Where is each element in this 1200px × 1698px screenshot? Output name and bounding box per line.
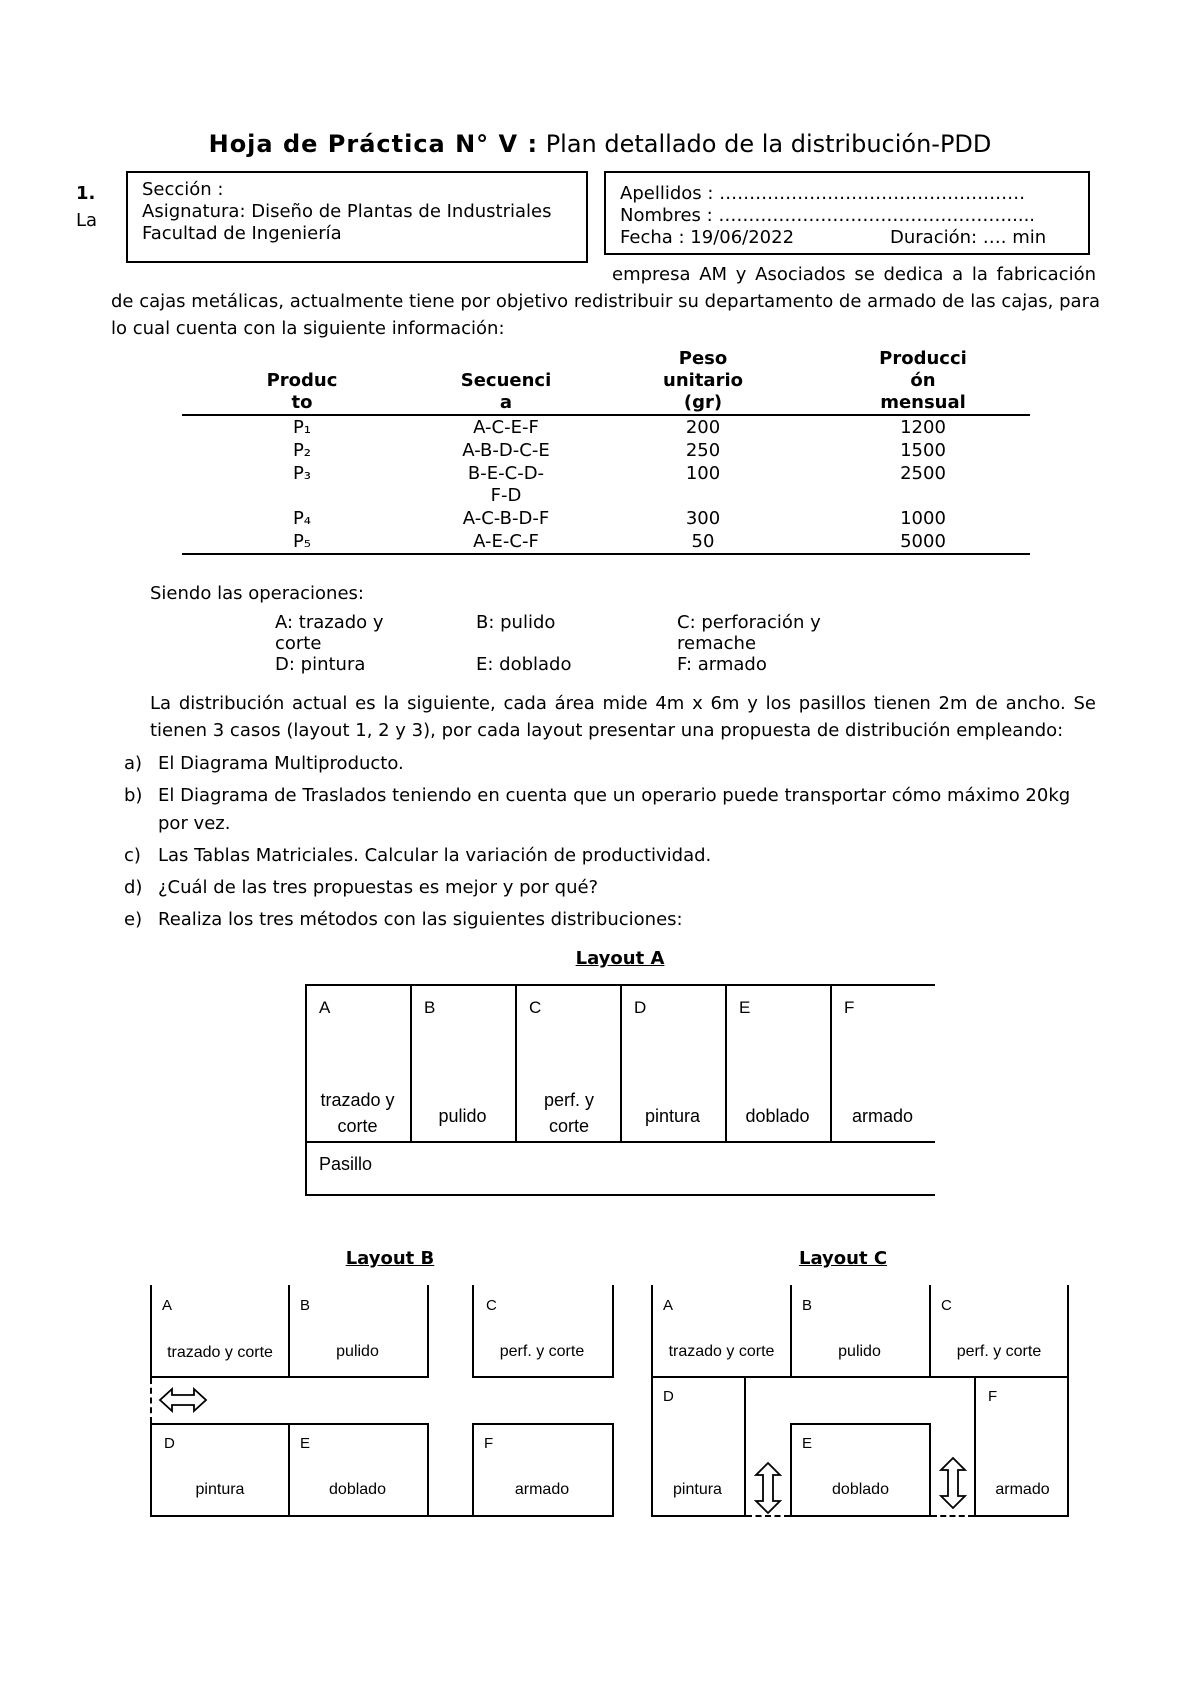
area-name: pintura: [195, 1481, 245, 1498]
distribution-description: La distribución actual es la siguiente, cada área mide 4m x 6m y los pasillos tienen 2m de ancho. Se tienen 3 casos (layout 1, 2 y 3), por cada layout presentar una propuesta de distribución empleando:: [150, 693, 1096, 741]
cell-sequence: A-C-E-F: [473, 417, 539, 438]
layout-b-diagram: [150, 1285, 614, 1517]
faculty-label: Facultad de Ingeniería: [142, 223, 342, 244]
area-name: pulido: [438, 1106, 487, 1126]
area-name: pintura: [644, 1106, 701, 1126]
cell-production: 1000: [900, 508, 946, 529]
title-bold: Hoja de Práctica N° V :: [208, 130, 539, 158]
question-label: e): [124, 909, 143, 930]
layout-c-area-f: [976, 1378, 1067, 1515]
cell-weight: 300: [685, 508, 721, 529]
nombres-field[interactable]: Nombres : ………………………………………….....: [620, 205, 1036, 226]
header-product: Produc to: [266, 370, 338, 413]
layout-b-title: Layout B: [345, 1248, 435, 1269]
layout-a-diagram: [305, 984, 935, 1196]
area-name: pulido: [838, 1343, 881, 1360]
student-info-box: [604, 171, 1090, 255]
list-item: [124, 750, 1096, 778]
cell-production: 1500: [900, 440, 946, 461]
cell-weight: 100: [685, 463, 721, 484]
course-info-box: [126, 171, 588, 263]
layout-a-area-c: [515, 984, 620, 1141]
cell-weight: 250: [685, 440, 721, 461]
cell-weight: 200: [685, 417, 721, 438]
fecha-label: Fecha : 19/06/2022: [620, 227, 795, 248]
cell-product: P₂: [292, 440, 312, 461]
list-item: [124, 782, 1096, 838]
table-row: [182, 439, 1030, 462]
double-arrow-icon: [158, 1385, 208, 1415]
course-label: Asignatura: Diseño de Plantas de Industriales: [142, 201, 552, 222]
operation-f: F: armado: [677, 654, 767, 675]
table-row: [182, 530, 1030, 554]
cell-production: 1200: [900, 417, 946, 438]
area-letter: B: [300, 1297, 311, 1314]
operation-e: E: doblado: [476, 654, 572, 675]
cell-sequence: B-E-C-D-F-D: [467, 463, 545, 506]
area-letter: F: [844, 998, 855, 1017]
area-name: trazado y corte: [320, 1090, 395, 1136]
cell-product: P₁: [292, 417, 312, 438]
area-name: perf. y corte: [499, 1343, 585, 1360]
layout-c-area-d: [651, 1378, 744, 1515]
area-letter: F: [988, 1388, 998, 1405]
problem-number: 1.: [76, 183, 96, 204]
page-title: [0, 130, 1200, 158]
vertical-double-arrow-icon: [938, 1456, 968, 1510]
table-row: [182, 507, 1030, 530]
area-name: trazado y corte: [668, 1343, 775, 1360]
area-letter: B: [802, 1297, 813, 1314]
layout-b-area-c: [472, 1285, 612, 1376]
layout-b-area-b: [288, 1285, 427, 1376]
area-name: perf. y corte: [543, 1090, 595, 1136]
duracion-field[interactable]: Duración: …. min: [890, 227, 1047, 248]
area-name: doblado: [745, 1106, 810, 1126]
area-name: armado: [514, 1481, 570, 1498]
operations-intro: Siendo las operaciones:: [150, 583, 364, 604]
layout-b-area-d: [150, 1425, 288, 1515]
intro-line-2: de cajas metálicas, actualmente tiene por objetivo redistribuir su departamento de armado de las cajas, para: [111, 291, 1101, 312]
layout-b-area-e: [288, 1425, 427, 1515]
layout-c-area-c: [929, 1285, 1067, 1376]
layout-a-corridor: Pasillo: [319, 1154, 373, 1174]
area-letter: B: [424, 998, 436, 1017]
area-letter: D: [634, 998, 647, 1017]
layout-c-diagram: [651, 1285, 1069, 1517]
layout-a-area-d: [620, 984, 725, 1141]
area-letter: A: [319, 998, 331, 1017]
cell-weight: 50: [691, 531, 715, 552]
layout-a-title: Layout A: [575, 948, 665, 969]
question-label: c): [124, 845, 141, 866]
cell-sequence: A-B-D-C-E: [462, 440, 550, 461]
layout-c-area-e: [790, 1425, 929, 1515]
area-name: pintura: [673, 1481, 722, 1498]
area-letter: A: [663, 1297, 674, 1314]
list-item: [124, 874, 1096, 902]
list-item: [124, 842, 1096, 870]
title-rest: Plan detallado de la distribución-PDD: [538, 130, 992, 158]
operation-b: B: pulido: [476, 612, 556, 633]
cell-product: P₄: [292, 508, 312, 529]
intro-line-3: lo cual cuenta con la siguiente información:: [111, 318, 505, 339]
area-letter: C: [529, 998, 542, 1017]
layout-a-area-a: [305, 984, 410, 1141]
area-letter: C: [486, 1297, 497, 1314]
cell-product: P₃: [292, 463, 312, 484]
area-name: armado: [851, 1106, 914, 1126]
operation-c: C: perforación y remache: [677, 612, 821, 654]
area-letter: F: [484, 1435, 494, 1452]
question-text: El Diagrama de Traslados teniendo en cuenta que un operario puede transportar cómo máximo 20kg por vez.: [158, 785, 1071, 834]
area-letter: E: [300, 1435, 311, 1452]
area-name: trazado y corte: [167, 1344, 273, 1361]
layout-c-area-a: [651, 1285, 790, 1376]
header-sequence: Secuenci a: [460, 370, 552, 413]
area-letter: C: [941, 1297, 952, 1314]
question-text: Realiza los tres métodos con las siguientes distribuciones:: [158, 909, 683, 930]
area-name: doblado: [329, 1481, 386, 1498]
area-letter: D: [663, 1388, 674, 1405]
header-weight: Peso unitario (gr): [663, 348, 743, 413]
layout-c-area-b: [790, 1285, 929, 1376]
vertical-double-arrow-icon: [753, 1461, 783, 1515]
question-text: El Diagrama Multiproducto.: [158, 753, 404, 774]
area-letter: A: [162, 1297, 173, 1314]
table-row: [182, 462, 1030, 507]
layout-a-area-b: [410, 984, 515, 1141]
layout-c-title: Layout C: [798, 1248, 888, 1269]
layout-b-area-a: [150, 1285, 288, 1376]
table-row: [182, 415, 1030, 439]
operation-d: D: pintura: [275, 654, 366, 675]
question-label: a): [124, 753, 143, 774]
cell-production: 5000: [900, 531, 946, 552]
cell-product: P₅: [292, 531, 312, 552]
question-text: ¿Cuál de las tres propuestas es mejor y por qué?: [158, 877, 599, 898]
area-letter: E: [802, 1435, 813, 1452]
apellidos-field[interactable]: Apellidos : ……………………………………………: [620, 183, 1026, 204]
area-name: pulido: [336, 1343, 379, 1360]
question-label: d): [124, 877, 143, 898]
cell-sequence: A-E-C-F: [473, 531, 539, 552]
cell-production: 2500: [900, 463, 946, 484]
products-table: [182, 348, 1030, 555]
operation-a: A: trazado y corte: [275, 612, 384, 654]
intro-line-1: empresa AM y Asociados se dedica a la fabricación: [612, 264, 1096, 285]
layout-a-area-e: [725, 984, 830, 1141]
list-item: [124, 906, 1096, 934]
question-label: b): [124, 785, 143, 806]
question-text: Las Tablas Matriciales. Calcular la variación de productividad.: [158, 845, 712, 866]
area-name: doblado: [832, 1481, 889, 1498]
area-letter: E: [739, 998, 751, 1017]
area-name: armado: [995, 1481, 1050, 1498]
layout-a-area-f: [830, 984, 935, 1141]
area-name: perf. y corte: [956, 1343, 1042, 1360]
questions-list: [124, 750, 1096, 934]
table-header-row: [182, 348, 1030, 415]
area-letter: D: [164, 1435, 175, 1452]
cell-sequence: A-C-B-D-F: [462, 508, 550, 529]
layout-b-area-f: [472, 1425, 612, 1515]
header-production: Producci ón mensual: [879, 348, 967, 413]
problem-first-word: La: [76, 210, 98, 231]
section-label: Sección :: [142, 179, 224, 200]
